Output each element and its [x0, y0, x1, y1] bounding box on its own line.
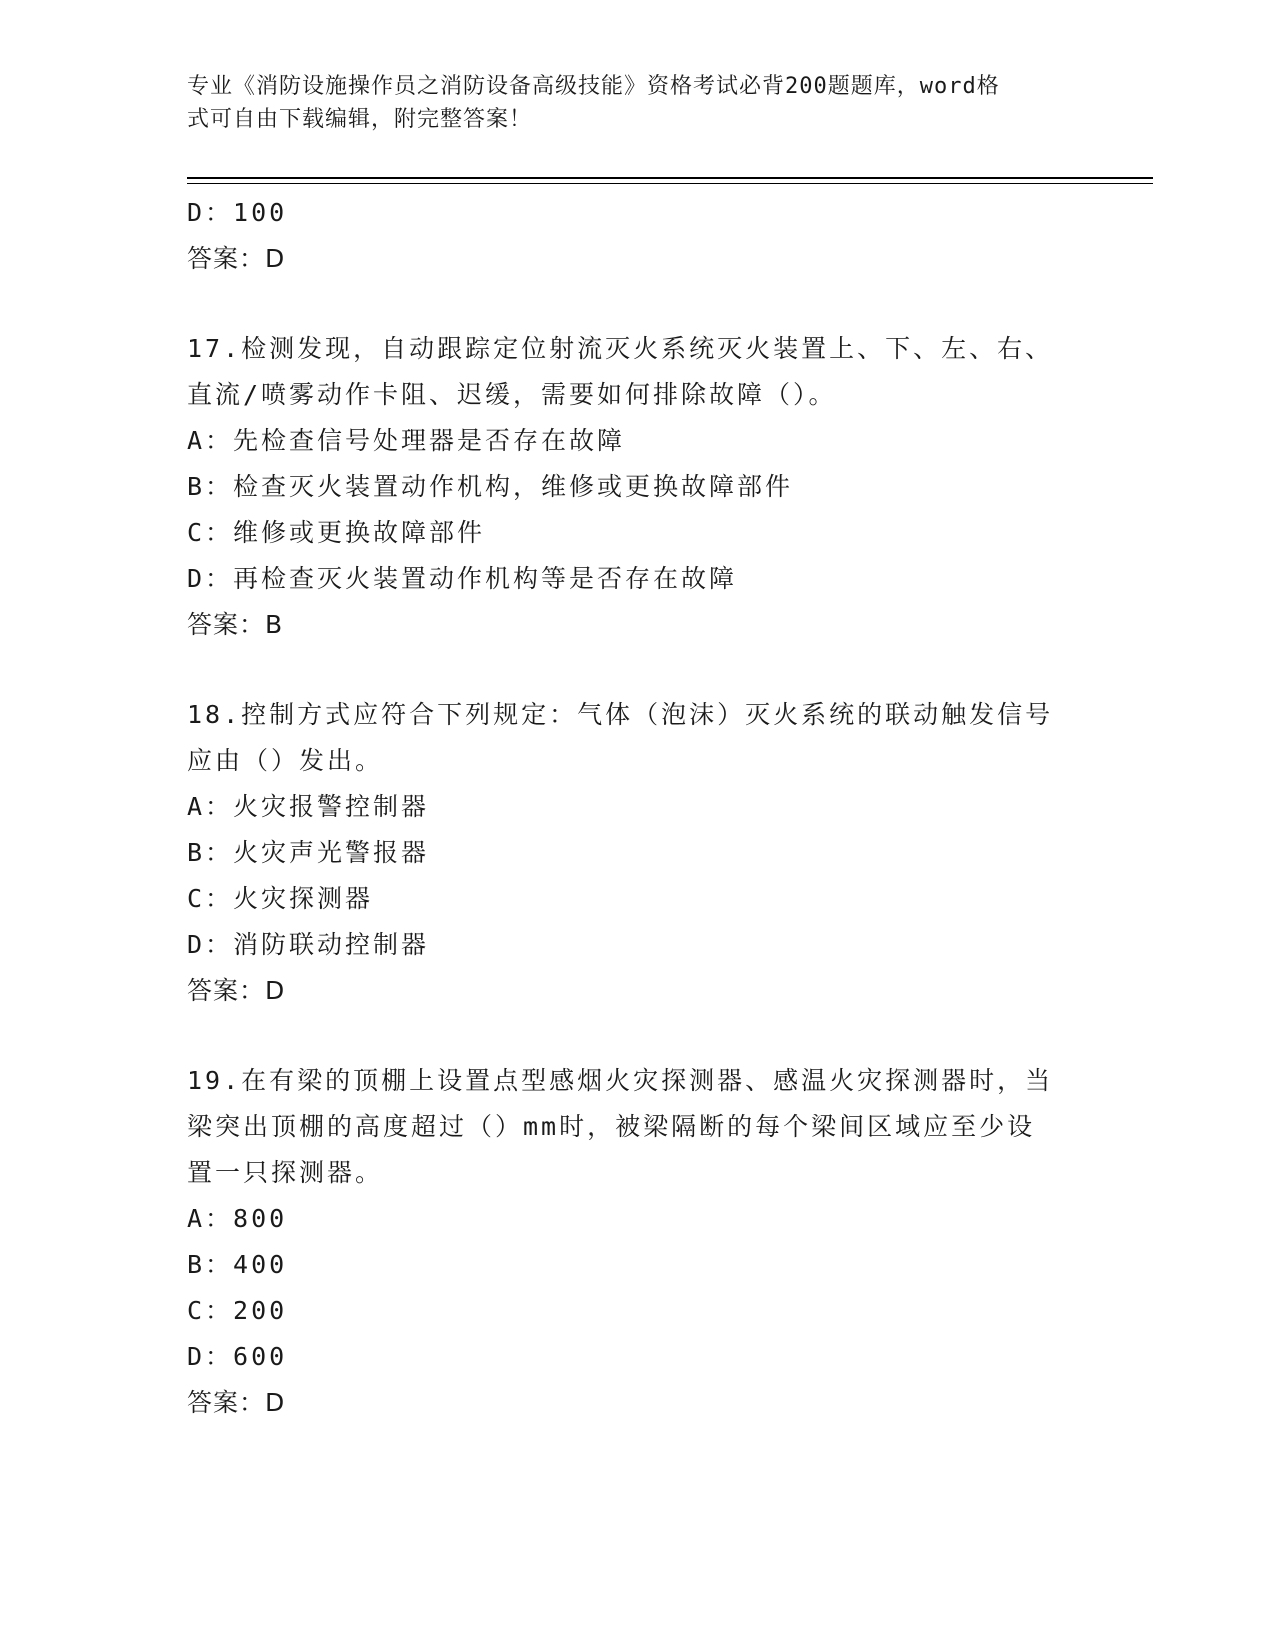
option-d: D：600 [187, 1342, 288, 1371]
option-c: C：200 [187, 1296, 288, 1325]
question-text-line: 应由（）发出。 [187, 746, 384, 775]
header-line-2: 式可自由下载编辑，附完整答案！ [187, 107, 533, 132]
option-d: D：100 [187, 198, 288, 227]
question-18 [187, 692, 1087, 1014]
question-text-line: 置一只探测器。 [187, 1158, 384, 1187]
question-content [187, 190, 1087, 1426]
question-19 [187, 1058, 1087, 1426]
option-a: A：先检查信号处理器是否存在故障 [187, 426, 626, 455]
question-text-line: 梁突出顶棚的高度超过（）mm时，被梁隔断的每个梁间区域应至少设 [187, 1112, 1036, 1141]
question-text-line: 直流/喷雾动作卡阻、迟缓，需要如何排除故障（）。 [187, 380, 837, 409]
answer-line: 答案：D [187, 976, 286, 1005]
previous-question-tail [187, 190, 1087, 282]
header-divider-thin [187, 183, 1153, 184]
header-divider-thick [187, 177, 1153, 179]
question-17 [187, 326, 1087, 648]
option-b: B：400 [187, 1250, 288, 1279]
option-a: A：800 [187, 1204, 288, 1233]
option-c: C：火灾探测器 [187, 884, 374, 913]
header-line-1: 专业《消防设施操作员之消防设备高级技能》资格考试必背200题题库，word格 [187, 74, 1000, 99]
answer-line: 答案：B [187, 610, 284, 639]
option-b: B：火灾声光警报器 [187, 838, 430, 867]
document-header [187, 70, 1067, 136]
option-d: D：再检查灭火装置动作机构等是否存在故障 [187, 564, 738, 593]
answer-line: 答案：D [187, 1388, 286, 1417]
option-d: D：消防联动控制器 [187, 930, 430, 959]
option-b: B：检查灭火装置动作机构，维修或更换故障部件 [187, 472, 794, 501]
answer-line: 答案：D [187, 244, 286, 273]
option-c: C：维修或更换故障部件 [187, 518, 486, 547]
question-text-line: 17.检测发现，自动跟踪定位射流灭火系统灭火装置上、下、左、右、 [187, 334, 1054, 363]
option-a: A：火灾报警控制器 [187, 792, 430, 821]
question-text-line: 19.在有梁的顶棚上设置点型感烟火灾探测器、感温火灾探测器时，当 [187, 1066, 1054, 1095]
question-text-line: 18.控制方式应符合下列规定：气体（泡沫）灭火系统的联动触发信号 [187, 700, 1054, 729]
